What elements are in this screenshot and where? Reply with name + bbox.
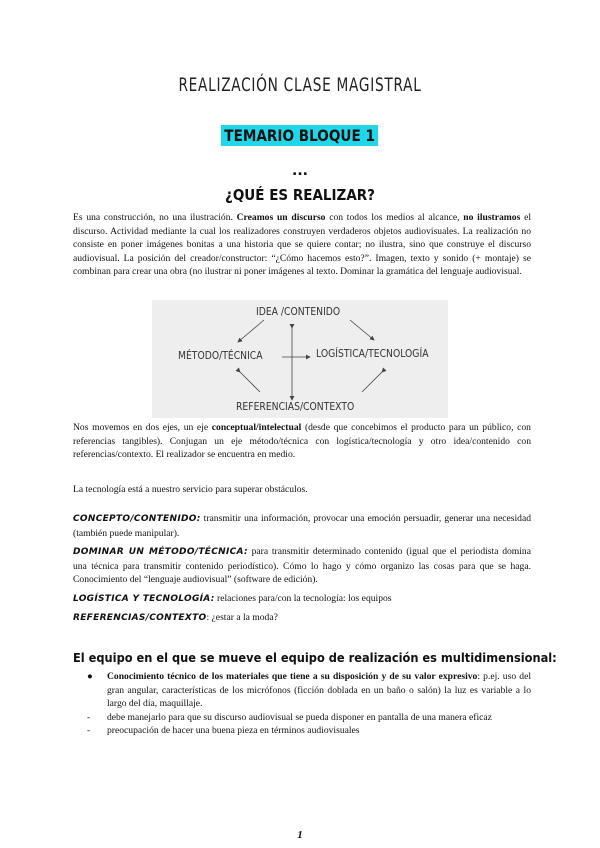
list-item-text: preocupación de hacer una buena pieza en términos audiovisuales: [107, 725, 360, 736]
dash-icon: -: [87, 711, 91, 723]
definition-term: CONCEPTO/CONTENIDO:: [73, 514, 201, 524]
definition-text: transmitir una información, provocar una emoción persuadir, generar una necesidad (también puede manipular).: [73, 513, 531, 539]
definition-term: REFERENCIAS/CONTEXTO: [73, 613, 207, 623]
axes-text-c: (desde que concebimos el producto para un público, con referencias tangibles). Conjugan un eje método/técnica con logística/tecnología y otro idea/contenido con referencias/contexto. El realizador se encuentra en medio.: [73, 422, 531, 460]
definitions-block: [73, 512, 531, 626]
team-list: [73, 670, 531, 738]
definition-text: para transmitir determinado contenido (igual que el periodista domina una técnica para transmitir contenido periodístico). Cómo lo hago y cómo organizo las cosas para que se haga. Conocimiento del “lenguaje audiovisual” (software de edición).: [73, 546, 531, 585]
ellipsis: ...: [292, 163, 308, 179]
intro-paragraph: [73, 211, 531, 279]
section-heading-team: El equipo en el que se mueve el equipo de realización es multidimensional:: [73, 651, 557, 665]
axes-diagram: [152, 300, 448, 418]
section-heading-what: ¿QUÉ ES REALIZAR?: [225, 186, 375, 204]
technology-paragraph: La tecnología está a nuestro servicio para superar obstáculos.: [73, 484, 308, 495]
axes-paragraph: [73, 421, 531, 462]
definition-text: relaciones para/con la tecnología: los equipos: [214, 592, 392, 604]
intro-text-c: con todos los medios al alcance,: [325, 212, 464, 223]
list-item: [73, 670, 531, 711]
diagram-label-metodo: MÉTODO/TÉCNICA: [178, 350, 263, 362]
definition-term: LOGÍSTICA Y TECNOLOGÍA:: [73, 593, 215, 604]
list-item-bold: Conocimiento técnico de los materiales que tiene a su disposición y de su valor expresivo: [107, 671, 478, 682]
intro-text-a: Es una construcción, no una ilustración.: [73, 212, 237, 223]
definition-term: DOMINAR UN MÉTODO/TÉCNICA:: [73, 547, 248, 557]
definition-metodo: [73, 545, 531, 587]
temario-heading: TEMARIO BLOQUE 1: [221, 125, 378, 146]
definition-logistica: [73, 592, 531, 607]
intro-text-d: el discurso. Actividad mediante la cual los realizadores construyen verdaderos objetos audiovisuales. La realización no consiste en poner imágenes bonitas a una historia que se quiere contar; no ilustra, sino que construye el discurso audiovisual. La posición del creador/constructor: “¿Cómo hacemos esto?”. Imagen, texto y sonido (+ montaje) se combinan para crear una obra (no ilustrar ni poner imágenes al texto. Dominar la gramática del lenguaje audiovisual.: [73, 212, 531, 277]
temario-heading-wrap: [0, 125, 600, 146]
axes-bold: conceptual/intelectual: [211, 422, 302, 433]
intro-bold-1: Creamos un discurso: [236, 212, 326, 223]
diagram-label-logistica: LOGÍSTICA/TECNOLOGÍA: [316, 348, 429, 360]
definition-concepto: [73, 512, 531, 540]
dash-icon: -: [87, 725, 91, 736]
intro-bold-2: no ilustramos: [463, 212, 521, 223]
diagonal-arrow-bottom-left: [240, 372, 260, 392]
diagram-label-idea: IDEA /CONTENIDO: [256, 306, 341, 318]
diagonal-arrow-bottom-right: [362, 372, 382, 392]
diagonal-arrow-top-right: [350, 320, 374, 340]
definition-text: : ¿estar a la moda?: [206, 612, 278, 623]
list-item-text: debe manejarlo para que su discurso audiovisual se pueda disponer en pantalla de una manera eficaz: [107, 711, 492, 723]
diagonal-arrow-top-left: [238, 320, 264, 342]
list-item: [73, 711, 531, 725]
document-title: REALIZACIÓN CLASE MAGISTRAL: [178, 74, 422, 96]
list-item-text: : p.ej. uso del gran angular, características de los micrófonos (ficción doblada en un baño o salón) la luz es variable a lo largo del día, maquillaje.: [107, 671, 531, 709]
page-number: 1: [297, 829, 303, 841]
bullet-icon: ●: [87, 671, 93, 682]
definition-referencias: [73, 611, 531, 626]
list-item: [73, 724, 531, 738]
diagram-label-referencias: REFERENCIAS/CONTEXTO: [236, 401, 355, 413]
axes-text-a: Nos movemos en dos ejes, un eje: [73, 422, 212, 433]
